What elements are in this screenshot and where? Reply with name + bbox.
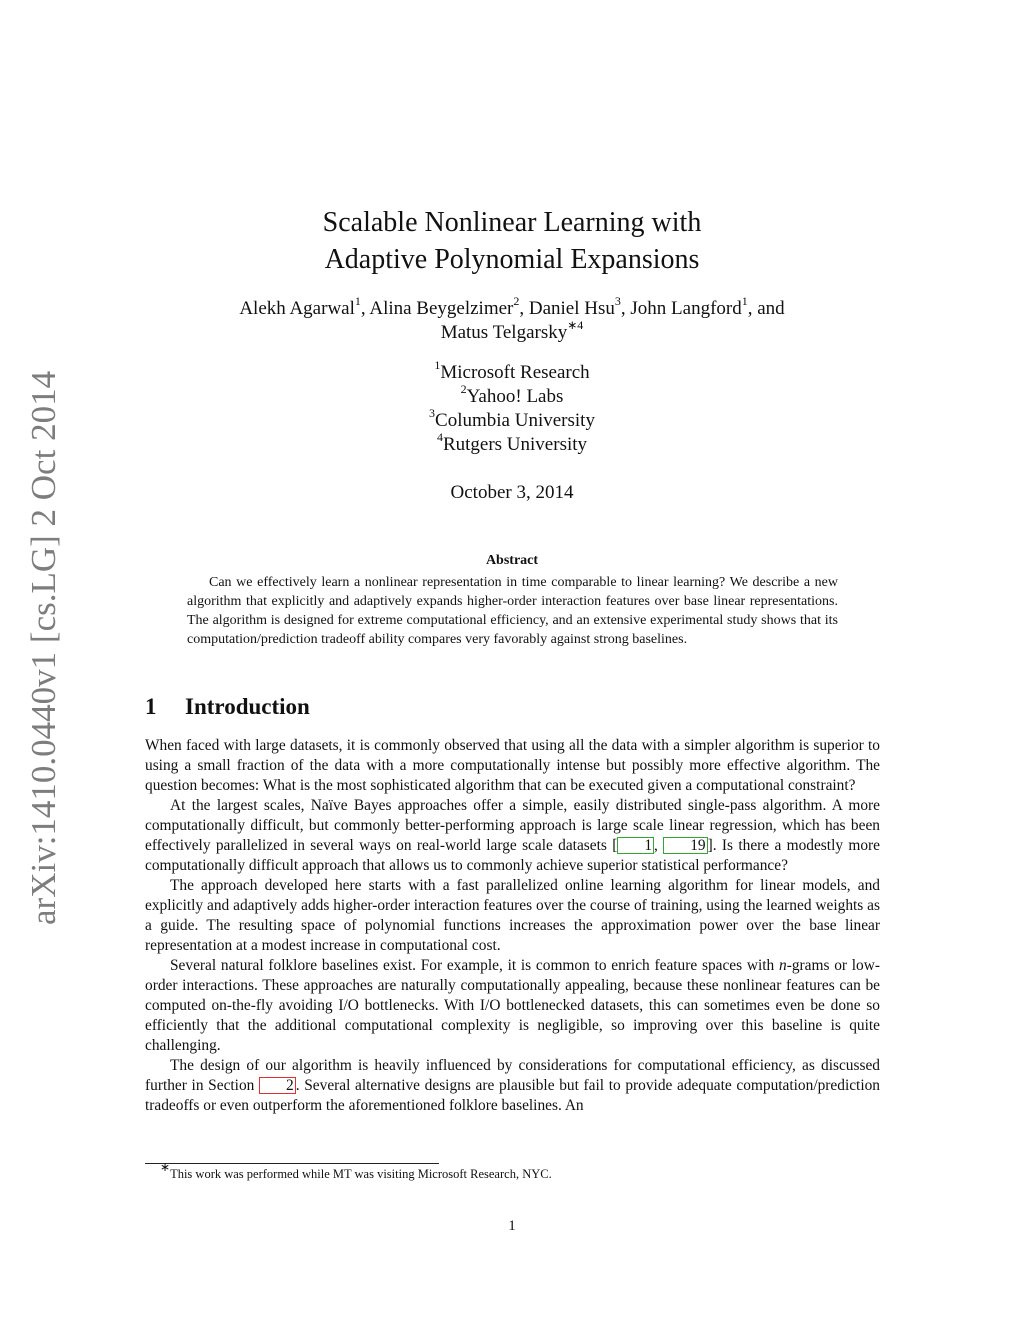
author-line-2 — [0, 317, 1024, 345]
author-conjunction: and — [757, 298, 785, 319]
page-number: 1 — [508, 1218, 516, 1234]
arxiv-identifier-stamp: arXiv:1410.0440v1 [cs.LG] 2 Oct 2014 — [24, 370, 63, 925]
affiliation-name: Rutgers University — [442, 434, 588, 455]
affiliation-mark: 2 — [460, 381, 467, 396]
author-name: John Langford — [630, 298, 742, 319]
author-affil-mark: 2 — [513, 293, 520, 308]
paragraph: When faced with large datasets, it is commonly observed that using all the data with a simpler algorithm is superior to using a small fraction of the data with a more computationally intense but possibly more effective algorithm. The question becomes: What is the most sophisticated algorithm that can be executed given a computational constraint? — [145, 737, 880, 794]
author-name: Alina Beygelzimer — [369, 298, 514, 319]
footnote-mark: ∗ — [160, 1159, 171, 1174]
publication-date: October 3, 2014 — [450, 482, 574, 503]
affiliation — [0, 381, 1024, 409]
affiliation — [0, 357, 1024, 385]
paragraph-text: At the largest scales, Naïve Bayes approaches offer a simple, easily distributed single-pass algorithm. A more computationally difficult, but commonly better-performing approach is large scale linear regression, which has been effectively parallelized in several ways on real-world large scale datasets [ — [145, 797, 880, 854]
affiliation-name: Columbia University — [435, 410, 595, 431]
author-line-1: Alekh Agarwal$^1$, Alina Beygelzimer$^2$, Daniel Hsu$^3$, John Langford$^1$, and — [239, 293, 785, 319]
footnote-text: This work was performed while MT was visiting Microsoft Research, NYC. — [170, 1167, 552, 1181]
affiliation-name: Microsoft Research — [440, 362, 590, 383]
paragraph — [145, 956, 880, 1056]
footnote-divider — [145, 1163, 439, 1164]
author-affil-mark: ∗4 — [567, 317, 584, 332]
title-line-2: Adaptive Polynomial Expansions — [324, 244, 700, 275]
paragraph-text: Several natural folklore baselines exist. For example, it is common to enrich feature spaces with — [170, 957, 779, 974]
author-list — [0, 293, 1024, 345]
footnote — [160, 1159, 552, 1183]
section-reference-link[interactable]: 2 — [259, 1077, 296, 1094]
affiliation — [0, 429, 1024, 457]
author-name: Alekh Agarwal — [239, 298, 355, 319]
paragraph — [145, 1056, 880, 1116]
author-name: Daniel Hsu — [528, 298, 615, 319]
abstract-text: Can we effectively learn a nonlinear representation in time comparable to linear learning? We describe a new algorithm that explicitly and adaptively expands higher-order interaction features over base linear representations. The algorithm is designed for extreme computational efficiency, and an extensive experimental study shows that its computation/prediction tradeoff ability compares very favorably against strong baselines. — [187, 575, 838, 647]
affiliation-mark: 3 — [429, 405, 436, 420]
citation-link[interactable]: 1 — [617, 837, 654, 854]
affiliation-list — [0, 357, 1024, 457]
section-heading — [145, 692, 310, 722]
author-affil-mark: 1 — [741, 293, 748, 308]
citation-link[interactable]: 19 — [663, 837, 707, 854]
paragraph — [145, 796, 880, 876]
paragraph-text: . Several alternative designs are plausible but fail to provide adequate computation/prediction tradeoffs or even outperform the aforementioned folklore baselines. An — [145, 1077, 880, 1114]
section-number: 1 — [145, 694, 157, 719]
citation-separator: , — [654, 837, 664, 854]
author-affil-mark: 3 — [614, 293, 621, 308]
author-affil-mark: 1 — [354, 293, 361, 308]
title-line-1: Scalable Nonlinear Learning with — [322, 207, 702, 238]
paper-title — [0, 204, 1024, 278]
author-name: Matus Telgarsky — [440, 322, 568, 343]
paragraph-text: ]. Is there a modestly more computationally difficult approach that allows us to commonly achieve superior statistical performance? — [145, 837, 881, 874]
paragraph-text: -grams or low-order interactions. These approaches are naturally computationally appealing, because these nonlinear features can be computed on-the-fly avoiding I/O bottlenecks. With I/O bottlenecked datasets, this can sometimes even be done so efficiently that the additional computational complexity is negligible, so improving over this baseline is quite challenging. — [145, 957, 880, 1054]
section-body — [145, 736, 880, 1116]
math-variable: n — [779, 957, 787, 974]
paragraph-text: The design of our algorithm is heavily influenced by considerations for computational efficiency, as discussed further in Section — [145, 1057, 880, 1094]
affiliation-name: Yahoo! Labs — [466, 386, 564, 407]
paragraph: The approach developed here starts with a fast parallelized online learning algorithm for linear models, and explicitly and adaptively adds higher-order interaction features over the course of training, using the learned weights as a guide. The resulting space of polynomial functions increases the approximation power over the base linear representation at a modest increase in computational cost. — [145, 877, 880, 954]
abstract-heading: Abstract — [485, 553, 539, 568]
affiliation-mark: 4 — [436, 429, 443, 444]
section-title: Introduction — [185, 694, 310, 719]
affiliation-mark: 1 — [434, 357, 441, 372]
affiliation — [0, 405, 1024, 433]
